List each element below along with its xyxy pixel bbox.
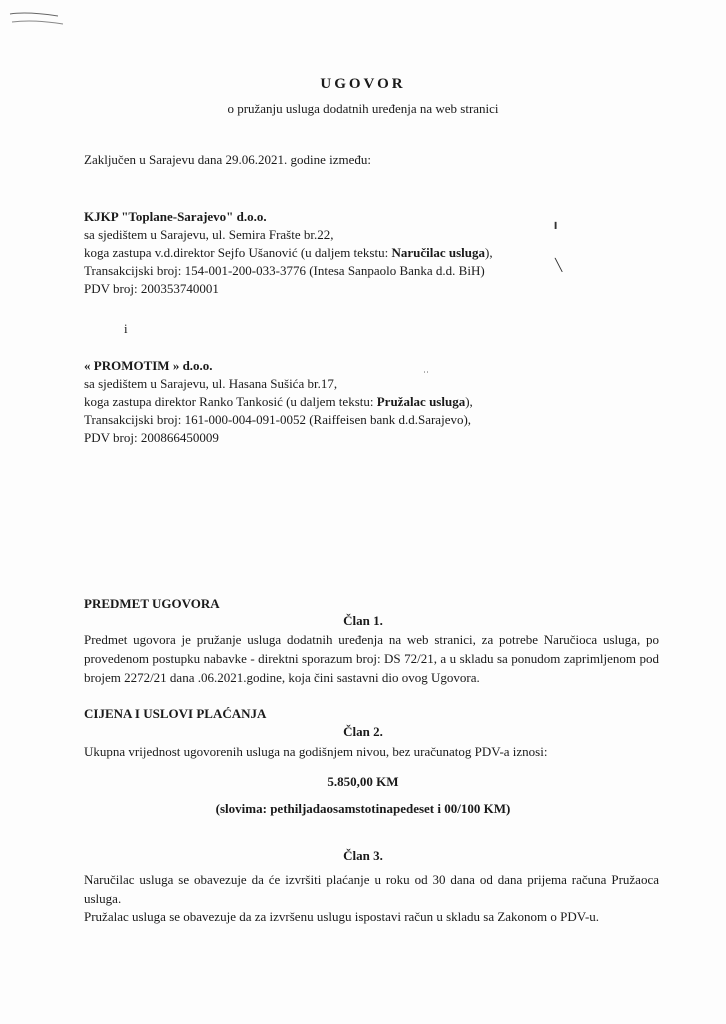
party1-block bbox=[84, 208, 493, 298]
party1-role: Naručilac usluga bbox=[391, 245, 486, 260]
section3-text2: Pružalac usluga se obavezuje da za izvršenu uslugu ispostavi račun u skladu sa Zakonom o PDV-u. bbox=[84, 909, 600, 924]
pen-mark-icon bbox=[8, 8, 68, 28]
party2-vat: PDV broj: 200866450009 bbox=[84, 430, 219, 445]
section2-heading: CIJENA I USLOVI PLAĆANJA bbox=[84, 706, 267, 721]
section2-article: Član 2. bbox=[343, 724, 383, 739]
document-subtitle: o pružanju usluga dodatnih uređenja na web stranici bbox=[227, 101, 499, 116]
stray-mark-1: ╹ bbox=[552, 222, 560, 236]
intro-line: Zaključen u Sarajevu dana 29.06.2021. godine između: bbox=[84, 152, 372, 167]
party2-role: Pružalac usluga bbox=[376, 394, 466, 409]
section1-heading: PREDMET UGOVORA bbox=[84, 596, 220, 611]
conjunction: i bbox=[124, 321, 128, 336]
party1-name: KJKP "Toplane-Sarajevo" d.o.o. bbox=[84, 209, 267, 224]
party1-account: Transakcijski broj: 154-001-200-033-3776 (Intesa Sanpaolo Banka d.d. BiH) bbox=[84, 263, 485, 278]
party2-account: Transakcijski broj: 161-000-004-091-0052 (Raiffeisen bank d.d.Sarajevo), bbox=[84, 412, 472, 427]
section3-text1: Naručilac usluga se obavezuje da će izvršiti plaćanje u roku od 30 dana od dana prijema računa Pružaoca usluga. bbox=[84, 872, 659, 906]
party1-rep-end: ), bbox=[485, 245, 493, 260]
party1-address: sa sjedištem u Sarajevu, ul. Semira Frašte br.22, bbox=[84, 227, 334, 242]
party2-address: sa sjedištem u Sarajevu, ul. Hasana Sušića br.17, bbox=[84, 376, 338, 391]
contract-amount: 5.850,00 KM bbox=[327, 774, 399, 789]
section1-text: Predmet ugovora je pružanje usluga dodatnih uređenja na web stranici, za potrebe Naručioca usluga, po provedenom postupku nabavke - direktni sporazum broj: DS 72/21, a u skladu sa ponudom zaprimljenom pod brojem 2272/21 dana .06.2021.godine, koja čini sastavni dio ovog Ugovora. bbox=[84, 632, 659, 685]
stray-mark-3: ˙˙ bbox=[423, 370, 429, 380]
party2-rep-text: koga zastupa direktor Ranko Tankosić (u daljem tekstu: bbox=[84, 394, 377, 409]
contract-amount-words: (slovima: pethiljadaosamstotinapedeset i 00/100 KM) bbox=[215, 801, 511, 816]
section1-article: Član 1. bbox=[343, 613, 383, 628]
party1-representative bbox=[84, 244, 493, 262]
document-title: UGOVOR bbox=[320, 76, 406, 92]
party2-rep-end: ), bbox=[465, 394, 473, 409]
party2-name: « PROMOTIM » d.o.o. bbox=[84, 358, 213, 373]
party2-block bbox=[84, 357, 473, 447]
party2-representative bbox=[84, 393, 473, 411]
stray-mark-2: ╲ bbox=[555, 258, 563, 272]
section3-article: Član 3. bbox=[343, 848, 383, 863]
section2-text: Ukupna vrijednost ugovorenih usluga na godišnjem nivou, bez uračunatog PDV-a iznosi: bbox=[84, 744, 548, 759]
party1-rep-text: koga zastupa v.d.direktor Sejfo Ušanović (u daljem tekstu: bbox=[84, 245, 392, 260]
party1-vat: PDV broj: 200353740001 bbox=[84, 281, 219, 296]
